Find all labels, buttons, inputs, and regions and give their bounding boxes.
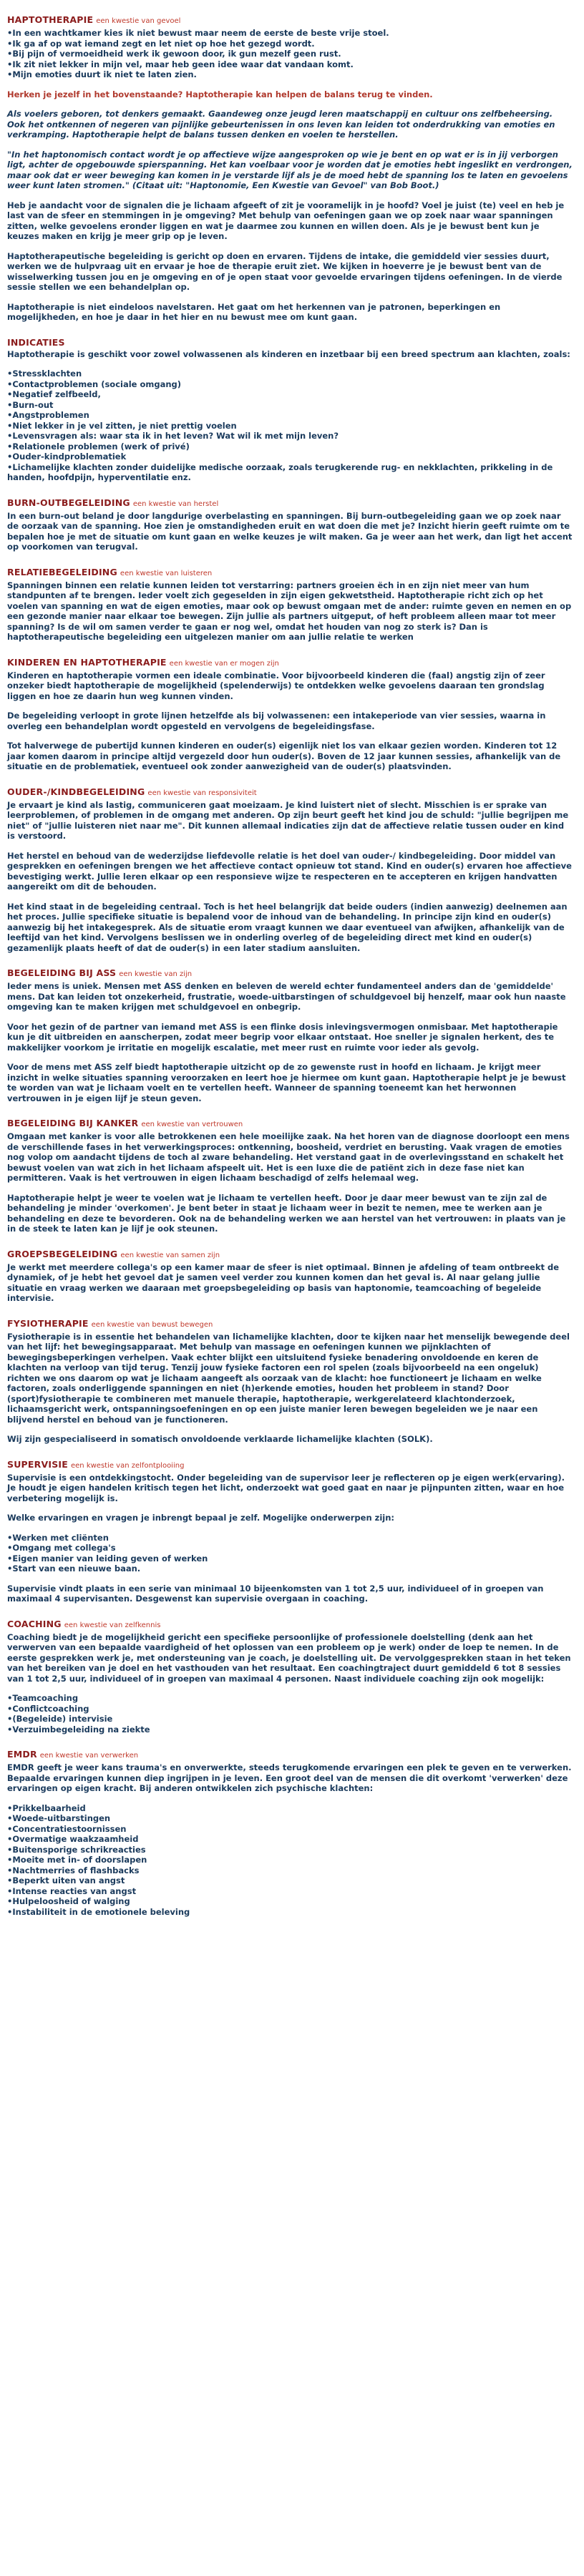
section-title: COACHING — [7, 1618, 62, 1629]
list-item: • Prikkelbaarheid — [7, 1803, 573, 1814]
paragraph: Fysiotherapie is in essentie het behandelen van lichamelijke klachten, door te kijken naar het menselijk bewegende deel van het lijf: het bewegingsapparaat. Met behulp van massage en oefeningen kunnen we pijnklachten of bewegingsbeperkingen verhelpen. Vaak echter blijkt een uitsluitend fysieke benadering onvoldoende en keren de klachten na verloop van tijd terug. Tenzij jouw fysieke factoren een rol spelen (zoals bijvoorbeeld na een ongeluk) richten we ons daarom op wat je lichaam aangeeft als oorzaak van de klacht: hoe functioneert je lichaam en welke factoren, zoals onderliggende spanningen en niet (h)erkende emoties, houden het probleem in stand? Door (sport)fysiotherapie te combineren met manuele therapie, haptotherapie, werkgerelateerd klachtonderzoek, lichaamsgericht werk, ontspanningsoefeningen en op een juiste manier leren bewegen begeleiden we je naar een blijvend herstel en behoud van je functioneren. — [7, 1331, 570, 1425]
section-heading — [7, 1118, 573, 1130]
list-item: • (Begeleide) intervisie — [7, 1714, 573, 1724]
list-item: • Eigen manier van leiding geven of werken — [7, 1553, 573, 1564]
paragraph: Voor het gezin of de partner van iemand met ASS is een flinke dosis inlevingsvermogen onmisbaar. Met haptotherapie kun je dit uitbreiden en aanscherpen, zodat meer begrip voor elkaar ontstaat. Hoe sneller je signalen herkent, des te makkelijker voorkom je irritatie en mogelijk escalatie, met meer rust en ruimte voor ieder als gevolg. — [7, 1021, 558, 1053]
list-item: • Werken met cliënten — [7, 1533, 573, 1543]
paragraph: Herken je jezelf in het bovenstaande? Haptotherapie kan helpen de balans terug te vinden. — [7, 89, 433, 99]
section-subtitle: een kwestie van samen zijn — [120, 1251, 220, 1259]
section-haptotherapie — [7, 14, 573, 323]
section-heading — [7, 1318, 573, 1330]
section-subtitle: een kwestie van herstel — [132, 499, 219, 508]
list-item: • Instabiliteit in de emotionele beleving — [7, 1907, 573, 1918]
section-title: BEGELEIDING BIJ KANKER — [7, 1118, 139, 1128]
list-item: • In een wachtkamer kies ik niet bewust maar neem de eerste de beste vrije stoel. — [7, 28, 573, 39]
list-item: • Burn-out — [7, 400, 573, 411]
section-emdr — [7, 1749, 573, 1917]
section-subtitle: een kwestie van vertrouwen — [141, 1121, 243, 1128]
section-heading — [7, 337, 573, 348]
paragraph: Kinderen en haptotherapie vormen een ideale combinatie. Voor bijvoorbeeld kinderen die (faal) angstig zijn of zeer onzeker biedt haptotherapie de mogelijkheid (spelenderwijs) te ontdekken welke gevoelens daaraan ten grondslag liggen en hoe ze daarin hun weg kunnen vinden. — [7, 670, 545, 701]
section-title: RELATIEBEGELEIDING — [7, 566, 117, 577]
list-item: • Buitensporige schrikreacties — [7, 1845, 573, 1855]
section-groepsbegeleiding — [7, 1249, 573, 1304]
list-item: • Omgang met collega's — [7, 1543, 573, 1553]
section-title: FYSIOTHERAPIE — [7, 1317, 89, 1329]
list-item: • Bij pijn of vermoeidheid werk ik gewoon door, ik gun mezelf geen rust. — [7, 49, 573, 59]
list-item: • Moeite met in- of doorslapen — [7, 1855, 573, 1865]
paragraph: Je werkt met meerdere collega's op een kamer maar de sfeer is niet optimaal. Binnen je afdeling of team ontbreekt de dynamiek, of je hebt het gevoel dat je samen veel verder zou kunnen komen dan het geval is. Al naar gelang jullie situatie en vraag werken we daaraan met groepsbegeleiding op basis van haptonomie, teamcoaching of begeleide intervisie. — [7, 1262, 560, 1303]
section-heading — [7, 1459, 573, 1471]
bullet-list — [7, 28, 573, 80]
section-subtitle: een kwestie van gevoel — [96, 17, 181, 25]
paragraph: Haptotherapie is geschikt voor zowel volwassenen als kinderen en inzetbaar bij een breed spectrum aan klachten, zoals: — [7, 348, 570, 359]
section-title: EMDR — [7, 1749, 37, 1760]
section-subtitle: een kwestie van luisteren — [120, 569, 213, 577]
section-fysiotherapie — [7, 1318, 573, 1445]
list-item: • Teamcoaching — [7, 1693, 573, 1704]
list-item: • Niet lekker in je vel zitten, je niet prettig voelen — [7, 421, 573, 431]
section-indicaties — [7, 337, 573, 483]
list-item: • Stressklachten — [7, 369, 573, 379]
section-title: BURN-OUTBEGELEIDING — [7, 497, 130, 508]
section-title: BEGELEIDING BIJ ASS — [7, 967, 117, 978]
paragraph: Heb je aandacht voor de signalen die je lichaam afgeeft of zit je vooramelijk in je hoofd? Voel je juist (te) veel en heb je last van de sfeer en stemmingen in je omgeving? Met behulp van oefeningen gaan we op zoek naar waar spanningen zitten, welke gevoelens eronder liggen en wat je daarmee zou kunnen en willen doen. Als je je bewust bent kun je keuzes maken en krijg je meer grip op je leven. — [7, 200, 565, 241]
paragraph: Ieder mens is uniek. Mensen met ASS denken en beleven de wereld echter fundamenteel anders dan de 'gemiddelde' mens. Dat kan leiden tot onzekerheid, frustratie, woede-uitbarstingen of schuldgevoel bij henzelf, maar ook hun naaste omgeving kan te maken krijgen met schuldgevoel en onbegrip. — [7, 981, 566, 1012]
paragraph: Voor de mens met ASS zelf biedt haptotherapie uitzicht op de zo gewenste rust in hoofd en lichaam. Je krijgt meer inzicht in welke situaties spanning veroorzaken en leert hoe je hiermee om kunt gaan. Haptotherapie helpt je je bewust te worden van wat je lichaam voelt en te vertellen heeft. Wanneer de spanning toeneemt kan het herwonnen vertrouwen in je eigen lijf je steun geven. — [7, 1062, 566, 1103]
paragraph: Tot halverwege de pubertijd kunnen kinderen en ouder(s) eigenlijk niet los van elkaar gezien worden. Kinderen tot 12 jaar komen daarom in principe altijd vergezeld door hun ouder(s). Boven de 12 jaar kunnen sessies, afhankelijk van de situatie en de problematiek, eventueel ook zonder aanwezigheid van de ouder(s) plaatsvinden. — [7, 741, 561, 771]
list-item: • Woede-uitbarstingen — [7, 1813, 573, 1824]
section-heading — [7, 1619, 573, 1631]
paragraph: Haptotherapeutische begeleiding is gericht op doen en ervaren. Tijdens de intake, die gemiddeld vier sessies duurt, werken we de hulpvraag uit en ervaar je hoe de therapie eruit ziet. We kijken in hoeverre je je bewust bent van de wisselwerking tussen jou en je omgeving en of je open staat voor gevoelde ervaringen tijdens oefeningen. In de vierde sessie stellen we een behandelplan op. — [7, 250, 563, 292]
section-heading — [7, 567, 573, 579]
section-subtitle: een kwestie van er mogen zijn — [169, 659, 279, 668]
list-item: • Hulpeloosheid of walging — [7, 1896, 573, 1907]
list-item: • Relationele problemen (werk of privé) — [7, 441, 573, 452]
list-item: • Contactproblemen (sociale omgang) — [7, 379, 573, 390]
list-item: • Levensvragen als: waar sta ik in het leven? Wat wil ik met mijn leven? — [7, 431, 573, 441]
paragraph: Supervisie is een ontdekkingstocht. Onder begeleiding van de supervisor leer je reflecteren op je eigen werk(ervaring). Je houdt je eigen handelen kritisch tegen het licht, onderzoekt wat goed gaat en naar je pijnpunten zitten, waar en hoe verbetering mogelijk is. — [7, 1472, 565, 1503]
paragraph: Omgaan met kanker is voor alle betrokkenen een hele moeilijke zaak. Na het horen van de diagnose doorloopt een mens de verschillende fases in het verwerkingsproces: ontkenning, boosheid, verdriet en berusting. Vaak vragen de emoties nog volop om aandacht tijdens de toch al zware behandeling. Het verstand gaat in de overlevingsstand en schakelt het bewust voelen van wat zich in het lichaam afspeelt uit. Het is een luxe die de patiënt zich in deze fase niet kan permitteren. Vaak is het vertrouwen in eigen lichaam beschadigd of zelfs helemaal weg. — [7, 1131, 570, 1183]
paragraph: Wij zijn gespecialiseerd in somatisch onvoldoende verklaarde lichamelijke klachten (SOLK). — [7, 1434, 433, 1444]
section-title: KINDEREN EN HAPTOTHERAPIE — [7, 656, 167, 668]
section-heading — [7, 1249, 573, 1261]
section-heading — [7, 14, 573, 26]
list-item: • Ouder-kindproblematiek — [7, 452, 573, 462]
paragraph: Als voelers geboren, tot denkers gemaakt. Gaandeweg onze jeugd leren maatschappij en cultuur ons zelfbeheersing. Ook het ontkennen of negeren van pijnlijke gebeurtenissen in ons leven kan leiden tot onderdrukking van emoties en verkramping. Haptotherapie helpt de balans tussen denken en voelen te herstellen. — [7, 109, 555, 140]
paragraph: Welke ervaringen en vragen je inbrengt bepaal je zelf. Mogelijke onderwerpen zijn: — [7, 1513, 395, 1523]
section-title: GROEPSBEGELEIDING — [7, 1248, 118, 1259]
section-burn-outbegeleiding — [7, 497, 573, 552]
section-heading — [7, 786, 573, 799]
section-title: HAPTOTHERAPIE — [7, 14, 94, 25]
section-subtitle: een kwestie van zelfontplooiing — [71, 1461, 185, 1470]
section-subtitle: een kwestie van zelfkennis — [64, 1621, 161, 1629]
paragraph: Je ervaart je kind als lastig, communiceren gaat moeizaam. Je kind luistert niet of slecht. Misschien is er sprake van leerproblemen, of problemen in de omgang met anderen. Op zijn beurt geeft het kind jou de schuld: "jullie begrijpen me niet" of "jullie luisteren niet naar me". Dit kunnen allemaal indicaties zijn dat de affectieve relatie tussen ouder en kind is verstoord. — [7, 799, 569, 841]
list-item: • Start van een nieuwe baan. — [7, 1563, 573, 1574]
section-heading — [7, 497, 573, 509]
section-coaching — [7, 1619, 573, 1735]
section-subtitle: een kwestie van bewust bewegen — [91, 1320, 213, 1329]
list-item: • Angstproblemen — [7, 410, 573, 421]
list-item: • Beperkt uiten van angst — [7, 1875, 573, 1886]
paragraph: Het herstel en behoud van de wederzijdse liefdevolle relatie is het doel van ouder-/ kindbegeleiding. Door middel van gesprekken en oefeningen brengen we het affectieve contact opnieuw tot stand. Kind en ouder(s) ervaren hoe affectieve bevestiging werkt. Jullie leren elkaar op een responsieve wijze te respecteren en te accepteren en krijgen handvatten aangereikt om dit de behouden. — [7, 850, 572, 892]
list-item: • Intense reacties van angst — [7, 1886, 573, 1897]
section-kinderen-en-haptotherapie — [7, 657, 573, 772]
paragraph: De begeleiding verloopt in grote lijnen hetzelfde als bij volwassenen: een intakeperiode van vier sessies, waarna in overleg een behandelplan wordt opgesteld en vervolgens de begeleidingsfase. — [7, 711, 546, 731]
section-subtitle: een kwestie van responsiviteit — [147, 789, 257, 797]
paragraph: Het kind staat in de begeleiding centraal. Toch is het heel belangrijk dat beide ouders (indien aanwezig) deelnemen aan het proces. Jullie specifieke situatie is bepalend voor de inhoud van de behandeling. In principe zijn kind en ouder(s) aanwezig bij het intakegesprek. Als de situatie erom vraagt kunnen we daar eventueel van afwijken, afhankelijk van de leeftijd van het kind. Vervolgens beslissen we in onderling overleg of de begeleiding direct met kind en ouder(s) gezamenlijk plaats heeft of dat de ouder(s) in een later stadium aansluiten. — [7, 901, 568, 953]
section-title: SUPERVISIE — [7, 1458, 68, 1470]
list-item: • Lichamelijke klachten zonder duidelijke medische oorzaak, zoals terugkerende rug- en nekklachten, prikkeling in de handen, hoofdpijn, hyperventilatie enz. — [7, 462, 573, 483]
paragraph: "In het haptonomisch contact wordt je op affectieve wijze aangesproken op wie je bent en op wat er is in jij verborgen ligt, achter de opgebouwde spierspanning. Het kan voelbaar voor je worden dat je emoties hebt ingeslikt en verdrongen, maar ook dat er weer beweging kan komen in je verstarde lijf als je de moed hebt de spanning los te laten en gevoelens weer kunt laten stromen." (Citaat uit: "Haptonomie, Een Kwestie van Gevoel" van Bob Boot.) — [7, 149, 573, 190]
section-relatiebegeleiding — [7, 567, 573, 643]
paragraph: Supervisie vindt plaats in een serie van minimaal 10 bijeenkomsten van 1 tot 2,5 uur, individueel of in groepen van maximaal 4 supervisanten. Desgewenst kan supervisie overgaan in coaching. — [7, 1583, 544, 1604]
list-item: • Verzuimbegeleiding na ziekte — [7, 1724, 573, 1735]
bullet-list — [7, 1693, 573, 1735]
section-title: INDICATIES — [7, 336, 65, 348]
paragraph: Spanningen binnen een relatie kunnen leiden tot verstarring: partners groeien ëch in en zijn niet meer van hum standpunten af te brengen. Ieder voelt zich gegeselden in zijn eigen gekwetstheid. Haptotherapie richt zich op het voelen van spanning en wat de eigen emoties, maar ook op bewust omgaan met de ander: ruimte geven en nemen en op een gezonde manier naar elkaar toe bewegen. Zijn jullie als partners uitgeput, of heft probleem alleen maar tot meer spanning? Is de wil om samen verder te gaan er nog wel, omdat het houden van nog zo sterk is? Dan is haptotherapeutische begeleiding een uitgelezen manier om aan jullie relatie te werken — [7, 580, 572, 642]
list-item: • Concentratiestoornissen — [7, 1824, 573, 1835]
bullet-list — [7, 369, 573, 483]
paragraph: In een burn-out beland je door langdurige overbelasting en spanningen. Bij burn-outbegeleiding gaan we op zoek naar de oorzaak van de spanning. Hoe zien je omstandigheden eruit en wat doen die met je? Inzicht hierin geeft ruimte om te bepalen hoe je met de situatie om kunt gaan en welke keuzes je wilt maken. Ga je weer aan het werk, dan ligt het accent op voorkomen van terugval. — [7, 510, 573, 552]
list-item: • Ik ga af op wat iemand zegt en let niet op hoe het gezegd wordt. — [7, 39, 573, 49]
list-item: • Overmatige waakzaamheid — [7, 1834, 573, 1845]
list-item: • Conflictcoaching — [7, 1704, 573, 1714]
paragraph: EMDR geeft je weer kans trauma's en onverwerkte, steeds terugkomende ervaringen een plek te geven en te verwerken. Bepaalde ervaringen kunnen diep ingrijpen in je leven. Een groot deel van de mensen die dit overkomt 'verwerken' deze ervaringen op eigen kracht. Bij anderen ontwikkelen zich psychische klachten: — [7, 1762, 572, 1793]
list-item: • Nachtmerries of flashbacks — [7, 1865, 573, 1876]
section-begeleiding-bij-ass — [7, 967, 573, 1103]
section-heading — [7, 657, 573, 669]
section-subtitle: een kwestie van verwerken — [39, 1752, 139, 1760]
paragraph: Haptotherapie helpt je weer te voelen wat je lichaam te vertellen heeft. Door je daar meer bewust van te zijn zal de behandeling je minder 'overkomen'. Je bent beter in staat je lichaam weer in bezit te nemen, mee te werken aan je behandeling en deze te bevorderen. Ook na de behandeling werken we aan herstel van het vertrouwen: in plaats van je in de steek te laten kan je lijf je ook steunen. — [7, 1192, 566, 1234]
section-title: OUDER-/KINDBEGELEIDING — [7, 786, 145, 797]
section-heading — [7, 967, 573, 980]
section-supervisie — [7, 1459, 573, 1604]
list-item: • Negatief zelfbeeld, — [7, 389, 573, 400]
bullet-list — [7, 1533, 573, 1574]
list-item: • Mijn emoties duurt ik niet te laten zien. — [7, 69, 573, 80]
section-ouder-kindbegeleiding — [7, 786, 573, 954]
list-item: • Ik zit niet lekker in mijn vel, maar heb geen idee waar dat vandaan komt. — [7, 59, 573, 70]
section-begeleiding-bij-kanker — [7, 1118, 573, 1234]
paragraph: Haptotherapie is niet eindeloos navelstaren. Het gaat om het herkennen van je patronen, beperkingen en mogelijkheden, en hoe je daar in het hier en nu bewust mee om kunt gaan. — [7, 301, 501, 322]
bullet-list — [7, 1803, 573, 1918]
section-subtitle: een kwestie van zijn — [119, 970, 193, 978]
paragraph: Coaching biedt je de mogelijkheid gericht een specifieke persoonlijke of professionele doelstelling (denk aan het verwerven van een bepaalde vaardigheid of het oplossen van een probleem op je werk) onder de loep te nemen. In de eerste gesprekken werk je, met ondersteuning van je coach, je doelstelling uit. De vervolggesprekken staan in het teken van het bereiken van je doel en het vasthouden van het resultaat. Een coachingtraject duurt gemiddeld 6 tot 8 sessies van 1 tot 2,5 uur, individueel of in groepen van maximaal 4 personen. Naast individuele coaching zijn ook mogelijk: — [7, 1631, 571, 1684]
section-heading — [7, 1749, 573, 1761]
